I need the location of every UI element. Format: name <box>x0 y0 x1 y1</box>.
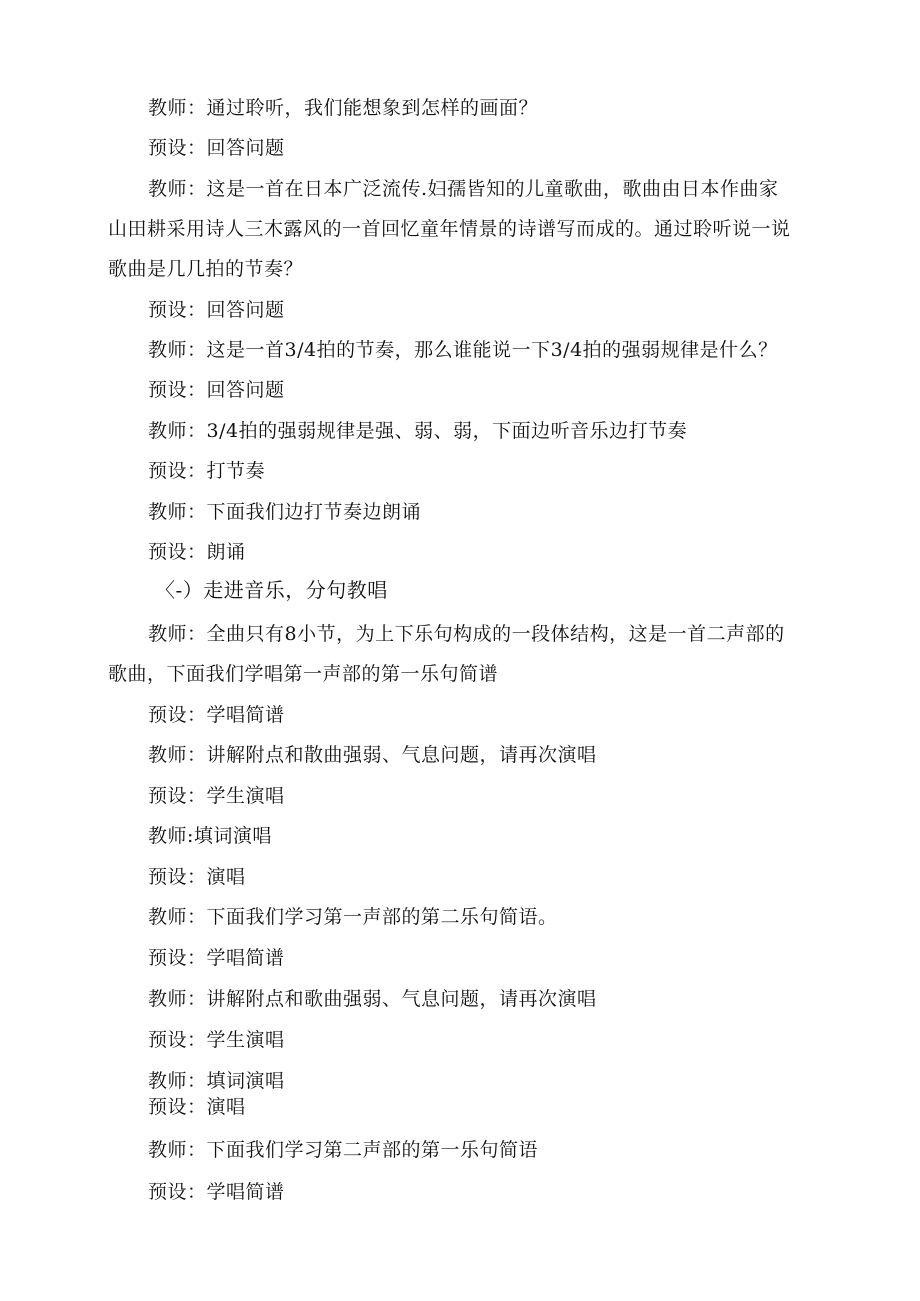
paragraph: 教师：下面我们学习第二声部的第一乐句简语 <box>148 1139 539 1161</box>
paragraph: 教师：3/4拍的强弱规律是强、弱、弱，下面边听音乐边打节奏 <box>148 420 688 442</box>
paragraph: 预设：学唱简谱 <box>148 947 285 969</box>
paragraph-continuation: 歌曲，下面我们学唱第一声部的第一乐句简谱 <box>108 663 499 685</box>
section-heading: 〈-）走进音乐，分句教唱 <box>155 578 388 602</box>
paragraph: 预设：学生演唱 <box>148 1029 285 1051</box>
paragraph: 教师：这是一首3/4拍的节奏，那么谁能说一下3/4拍的强弱规律是什么？ <box>148 339 778 361</box>
paragraph: 教师：这是一首在日本广泛流传.妇孺皆知的儿童歌曲，歌曲由日本作曲家 <box>148 178 779 200</box>
paragraph: 预设：学唱简谱 <box>148 1181 285 1203</box>
paragraph: 预设：学唱简谱 <box>148 704 285 726</box>
paragraph: 教师：填词演唱 <box>148 1070 285 1092</box>
paragraph: 预设：演唱 <box>148 1096 246 1118</box>
paragraph: 预设：回答问题 <box>148 299 285 321</box>
paragraph: 预设：回答问题 <box>148 137 285 159</box>
paragraph: 预设：演唱 <box>148 866 246 888</box>
paragraph: 预设：学生演唱 <box>148 785 285 807</box>
paragraph: 教师：下面我们学习第一声部的第二乐句简语。 <box>148 906 558 928</box>
paragraph: 预设：朗诵 <box>148 541 246 563</box>
paragraph: 教师：全曲只有8小节，为上下乐句构成的一段体结构，这是一首二声部的 <box>148 623 785 645</box>
paragraph: 教师:填词演唱 <box>148 825 272 847</box>
paragraph-continuation: 歌曲是几几拍的节奏？ <box>108 258 304 280</box>
paragraph: 预设：打节奏 <box>148 460 266 482</box>
paragraph: 教师：讲解附点和歌曲强弱、气息问题，请再次演唱 <box>148 988 597 1010</box>
paragraph: 教师：通过聆听，我们能想象到怎样的画面？ <box>148 97 539 119</box>
paragraph-continuation: 山田耕采用诗人三木露风的一首回忆童年情景的诗谱写而成的。通过聆听说一说 <box>108 218 791 240</box>
paragraph: 教师：下面我们边打节奏边朗诵 <box>148 501 422 523</box>
paragraph: 教师：讲解附点和散曲强弱、气息问题，请再次演唱 <box>148 744 597 766</box>
paragraph: 预设：回答问题 <box>148 379 285 401</box>
